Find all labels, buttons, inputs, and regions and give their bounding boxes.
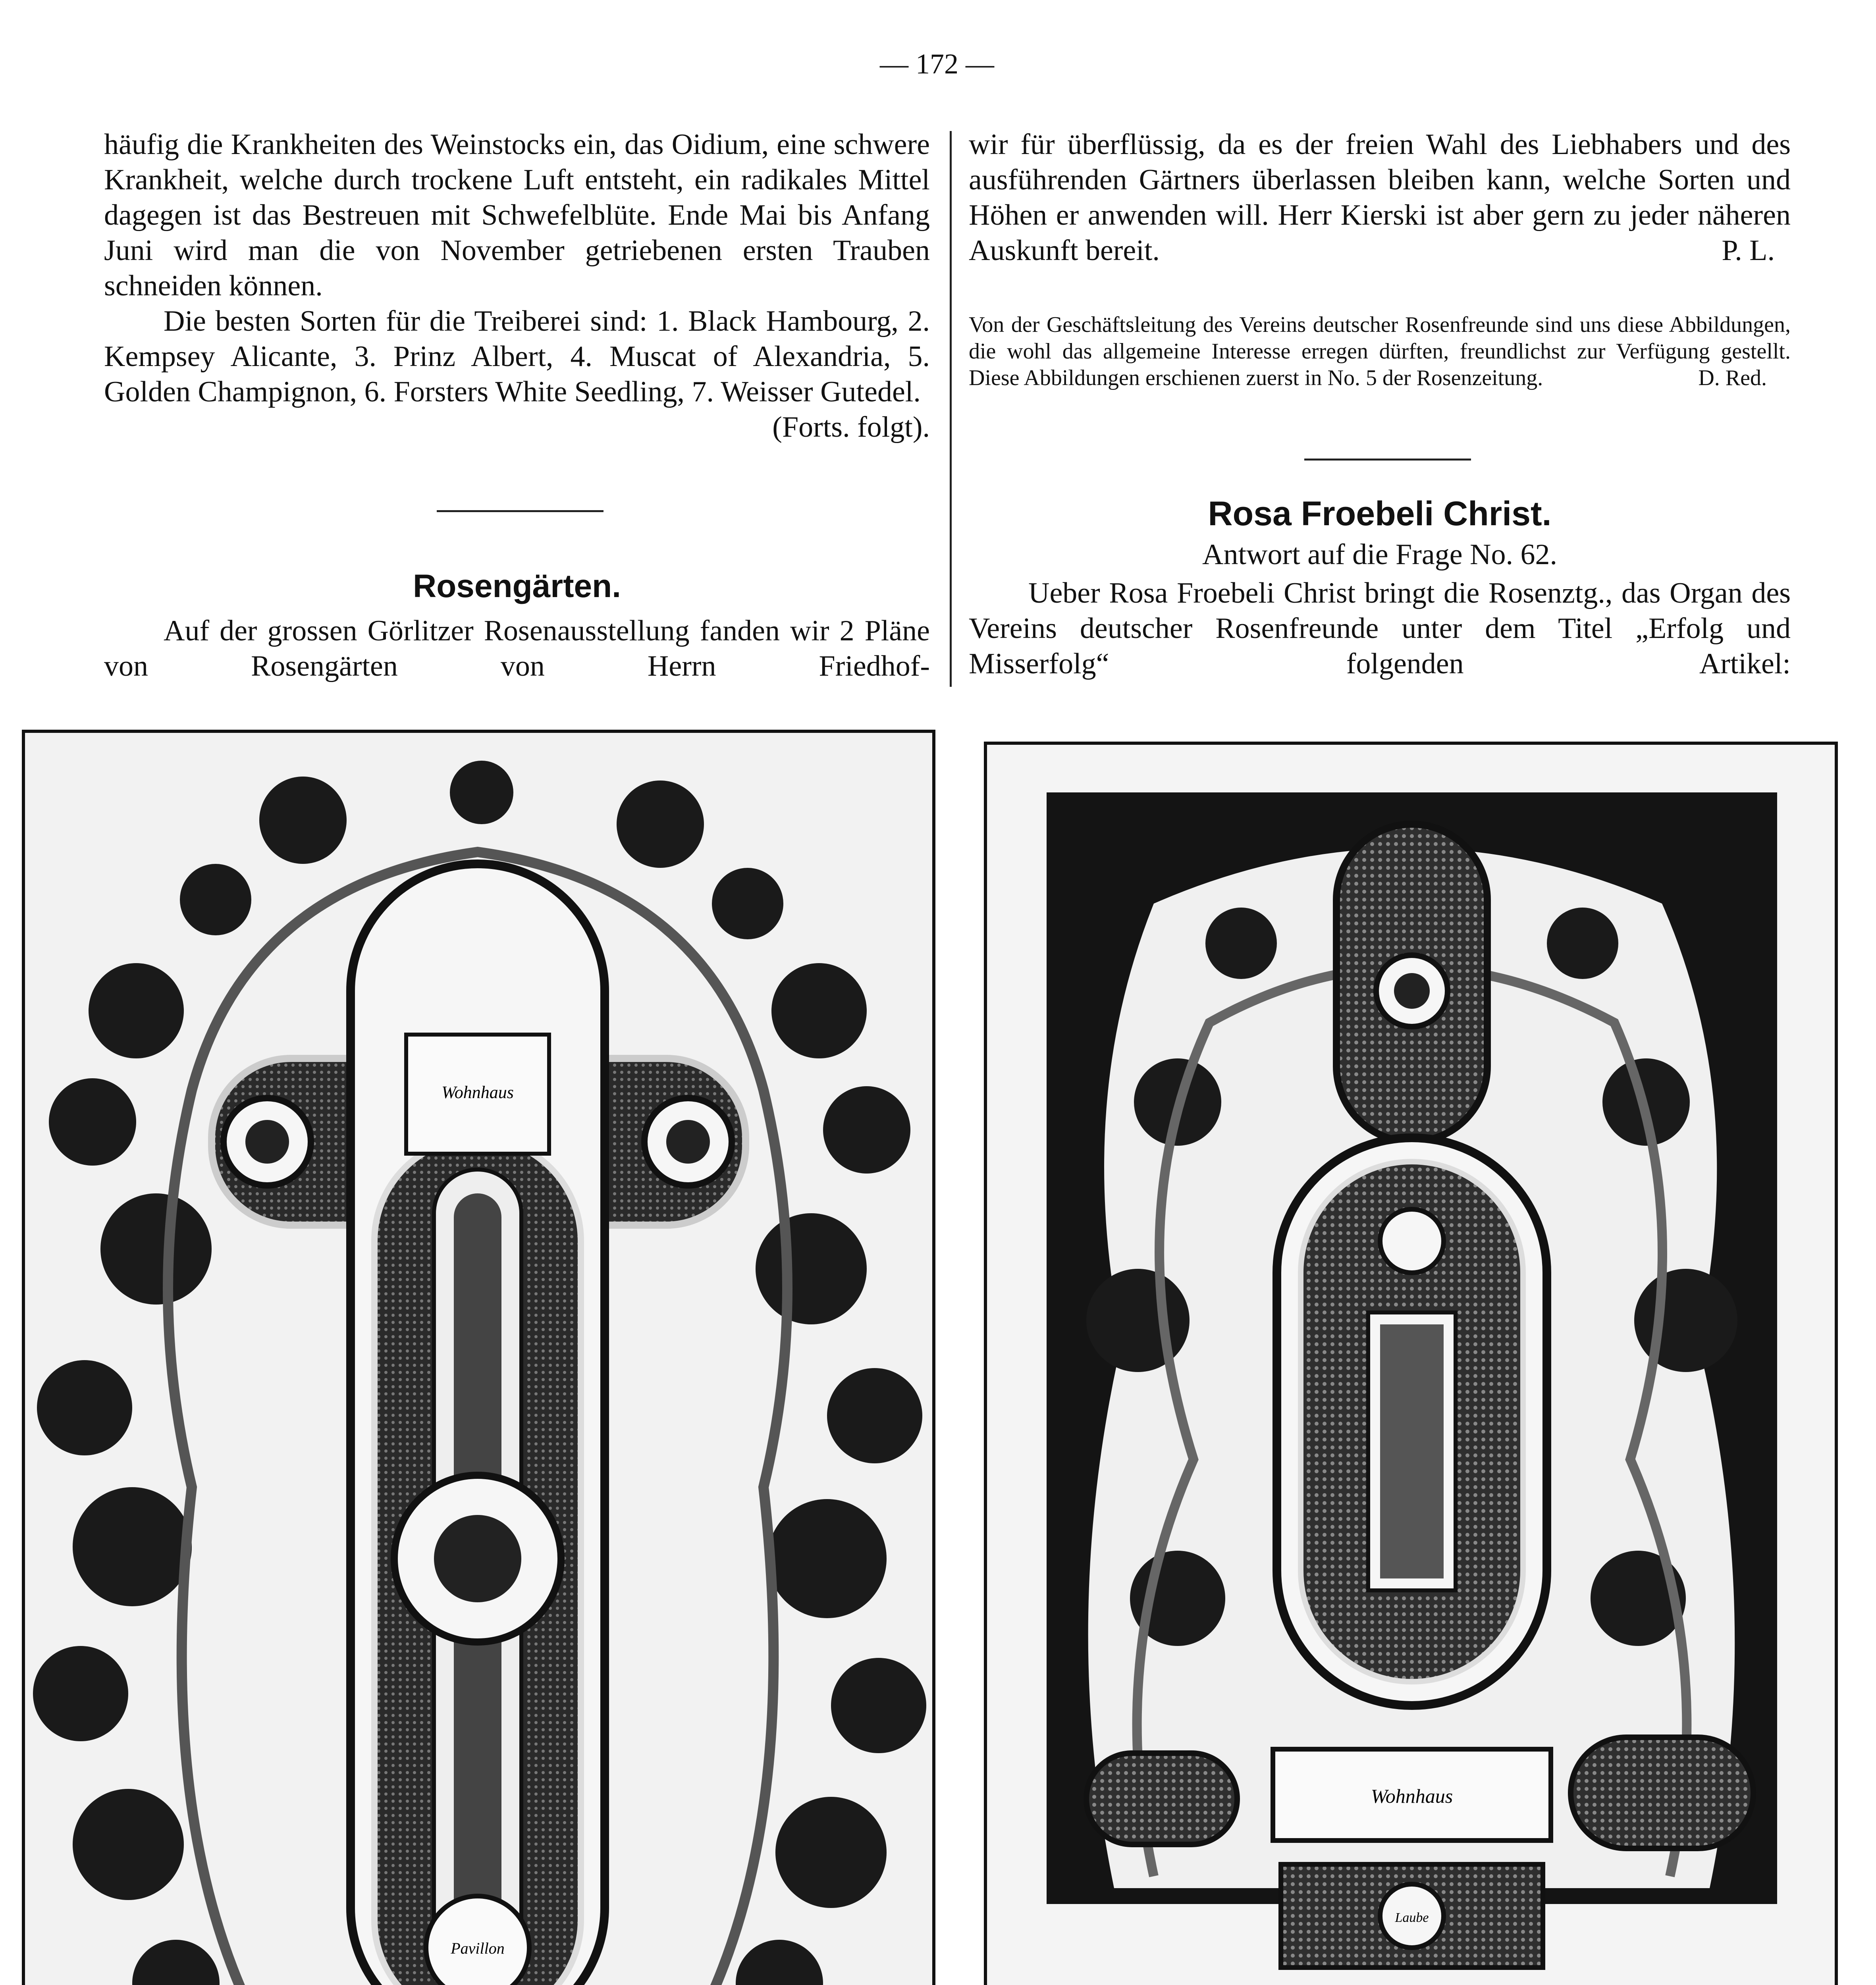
forts-folgt: (Forts. folgt).: [772, 411, 930, 443]
figure-48-label-laube: Laube: [1395, 1910, 1429, 1925]
section-rule-left: [437, 510, 603, 512]
paragraph-froebeli-intro: Ueber Rosa Froebeli Christ bringt die Rosenztg., das Organ des Vereins deutscher Rosenfreunde unter dem Titel „Erfolg und Misserfolg“ folgenden Artikel:: [969, 577, 1791, 680]
section-rule-right: [1304, 459, 1471, 461]
figure-47-label-house: Wohnhaus: [442, 1083, 514, 1102]
heading-rosengaerten: Rosengärten.: [413, 568, 621, 604]
left-column-rosengaerten: [104, 613, 930, 684]
figure-47-label-pavilion: Pavillon: [451, 1939, 505, 1957]
wahl-text: wir für überflüssig, da es der freien Wahl des Liebhabers und des ausführenden Gärtners überlassen bleiben kann, welche Sorten und Höhen er anwenden will. Herr Kierski ist aber gern zu jeder näheren Auskunft bereit.: [969, 128, 1791, 267]
signature-pl: P. L.: [1722, 234, 1775, 267]
paragraph-wahl: [969, 127, 1791, 268]
figure-48-label-house: Wohnhaus: [1371, 1785, 1453, 1807]
paragraph-oidium: häufig die Krankheiten des Weinstocks ein, das Oidium, eine schwere Krankheit, welche durch trockene Luft entsteht, ein radikales Mittel dagegen ist das Bestreuen mit Schwefelblüte. Ende Mai bis Anfang Juni wird man die von November getriebenen ersten Trauben schneiden können.: [104, 128, 930, 302]
sorten-text: Die besten Sorten für die Treiberei sind: 1. Black Hambourg, 2. Kempsey Alicante, 3. Prinz Albert, 4. Muscat of Alexandria, 5. Golden Champignon, 6. Forsters White Seedling, 7. Weisser Gutedel.: [104, 305, 930, 408]
editor-note-signature: D. Red.: [1698, 366, 1767, 390]
page-number: — 172 —: [880, 48, 994, 80]
column-rule-top: [950, 131, 952, 687]
right-column-top: [969, 127, 1791, 268]
figure-47-rosengarten-plan: [22, 730, 935, 1985]
heading-froebeli: Rosa Froebeli Christ.: [1208, 495, 1552, 533]
figure-48-rosengarten-plan: [984, 742, 1838, 1985]
editor-note: [969, 312, 1791, 391]
right-column-froebeli: [969, 576, 1791, 682]
editor-note-text: Von der Geschäftsleitung des Vereins deutscher Rosenfreunde sind uns diese Abbildungen, die wohl das allgemeine Interesse erregen dürften, freundlichst zur Verfügung gestellt. Diese Abbildungen erschienen zuerst in No. 5 der Rosenzeitung.: [969, 312, 1791, 390]
left-column-top: [104, 127, 930, 445]
subheading-froebeli: Antwort auf die Frage No. 62.: [1202, 538, 1557, 571]
paragraph-sorten: [104, 304, 930, 443]
paragraph-rosengaerten-intro: Auf der grossen Görlitzer Rosenausstellung fanden wir 2 Pläne von Rosengärten von Herrn Friedhof-: [104, 615, 930, 682]
